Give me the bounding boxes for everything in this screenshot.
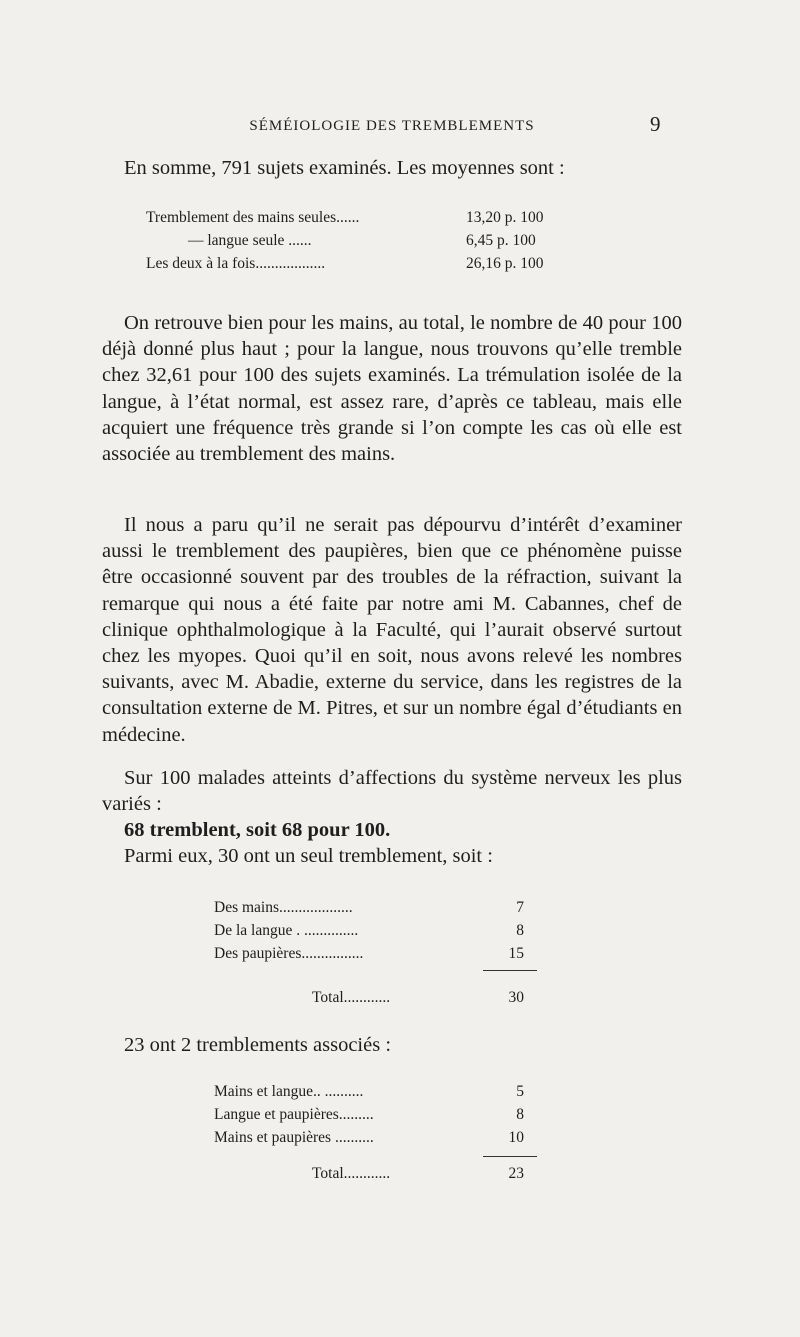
row-label: De la langue . .............. xyxy=(214,922,359,939)
associated-tremor-total xyxy=(214,1162,534,1185)
row-value: 5 xyxy=(516,1083,524,1100)
total-row xyxy=(214,986,534,1009)
row-label: Des mains................... xyxy=(214,899,353,916)
row-label: — langue seule ...... xyxy=(188,232,312,249)
row-label: Langue et paupières......... xyxy=(214,1106,374,1123)
associated-tremor-table xyxy=(214,1080,534,1149)
row-value: 13,20 p. 100 xyxy=(466,209,544,226)
sum-rule xyxy=(483,970,537,971)
total-value: 30 xyxy=(508,989,524,1006)
single-tremor-line: Parmi eux, 30 ont un seul tremblement, soit : xyxy=(124,845,493,867)
row-label: Tremblement des mains seules...... xyxy=(146,209,360,226)
row-value: 7 xyxy=(516,899,524,916)
page-number: 9 xyxy=(650,112,661,136)
associated-tremor-line: 23 ont 2 tremblements associés : xyxy=(124,1034,392,1056)
averages-table xyxy=(146,206,596,275)
trembling-count-line: 68 tremblent, soit 68 pour 100. xyxy=(124,819,391,841)
table-row xyxy=(214,1103,534,1126)
total-row xyxy=(214,1162,534,1185)
table-row xyxy=(214,942,534,965)
table-row xyxy=(214,1080,534,1103)
paragraph-3: Sur 100 malades atteints d’affections du système nerveux les plus variés : xyxy=(102,767,682,816)
paragraph-1: On retrouve bien pour les mains, au total, le nombre de 40 pour 100 déjà donné plus haut ; pour la langue, nous trouvons qu’elle tremble chez 32,61 pour 100 des sujets examinés. La trémulation isolée de la langue, à l’état normal, est assez rare, d’après ce tableau, mais elle acquiert une fréquence très grande si l’on compte les cas où elle est associée au tremblement des mains. xyxy=(102,312,682,466)
total-label: Total............ xyxy=(312,989,391,1006)
row-value: 15 xyxy=(508,945,524,962)
table-row xyxy=(214,1126,534,1149)
running-header: SÉMÉIOLOGIE DES TREMBLEMENTS xyxy=(249,118,535,134)
sum-rule xyxy=(483,1156,537,1157)
row-value: 10 xyxy=(508,1129,524,1146)
table-row xyxy=(146,206,596,229)
row-label: Mains et langue.. .......... xyxy=(214,1083,364,1100)
single-tremor-total xyxy=(214,986,534,1009)
total-value: 23 xyxy=(508,1165,524,1182)
table-row xyxy=(214,919,534,942)
table-row xyxy=(214,896,534,919)
paragraph-2: Il nous a paru qu’il ne serait pas dépourvu d’intérêt d’examiner aussi le tremblement des paupières, bien que ce phénomène puisse être occasionné souvent par des troubles de la réfraction, suivant la remarque qui nous a été faite par notre ami M. Cabannes, chef de clinique ophthalmologique à la Faculté, qui l’aurait observé surtout chez les myopes. Quoi qu’il en soit, nous avons relevé les nombres suivants, avec M. Abadie, externe du service, dans les registres de la consultation externe de M. Pitres, et sur un nombre égal d’étudiants en médecine. xyxy=(102,514,682,746)
row-value: 6,45 p. 100 xyxy=(466,232,536,249)
single-tremor-table xyxy=(214,896,534,965)
row-label: Mains et paupières .......... xyxy=(214,1129,374,1146)
row-value: 8 xyxy=(516,922,524,939)
total-label: Total............ xyxy=(312,1165,391,1182)
table-row xyxy=(146,229,596,252)
intro-line: En somme, 791 sujets examinés. Les moyennes sont : xyxy=(124,157,565,179)
row-value: 8 xyxy=(516,1106,524,1123)
row-value: 26,16 p. 100 xyxy=(466,255,544,272)
row-label: Des paupières................ xyxy=(214,945,364,962)
table-row xyxy=(146,252,596,275)
row-label: Les deux à la fois.................. xyxy=(146,255,326,272)
